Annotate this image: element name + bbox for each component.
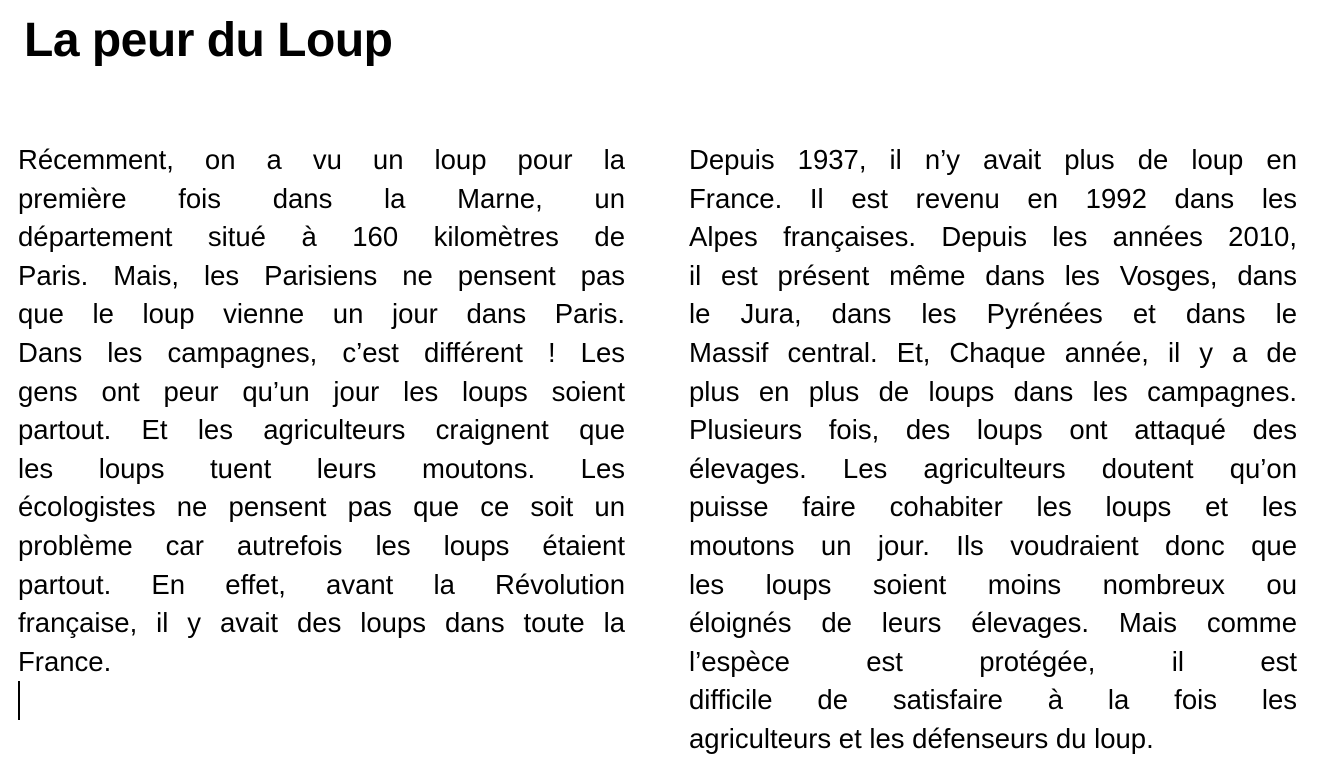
text-line: département situé à 160 kilomètres de	[18, 221, 625, 253]
document-title: La peur du Loup	[24, 14, 393, 67]
text-line: Alpes françaises. Depuis les années 2010,	[689, 221, 1297, 253]
text-cursor	[18, 681, 20, 720]
text-line: que le loup vienne un jour dans Paris.	[18, 298, 625, 330]
text-line: plus en plus de loups dans les campagnes.	[689, 375, 1297, 407]
text-line: il est présent même dans les Vosges, dans	[689, 259, 1297, 291]
text-line: puisse faire cohabiter les loups et les	[689, 491, 1297, 523]
right-text-column[interactable]	[689, 141, 1297, 759]
text-line: les loups tuent leurs moutons. Les	[18, 452, 625, 484]
text-line: Récemment, on a vu un loup pour la	[18, 144, 625, 175]
text-line: élevages. Les agriculteurs doutent qu’on	[689, 452, 1297, 484]
text-line: écologistes ne pensent pas que ce soit un	[18, 491, 625, 523]
text-line: Paris. Mais, les Parisiens ne pensent pas	[18, 259, 625, 291]
text-line: le Jura, dans les Pyrénées et dans le	[689, 298, 1297, 330]
text-line: partout. En effet, avant la Révolution	[18, 568, 625, 600]
text-line: France.	[18, 645, 112, 677]
text-line: gens ont peur qu’un jour les loups soient	[18, 375, 625, 407]
text-line: partout. Et les agriculteurs craignent que	[18, 414, 625, 446]
text-line: France. Il est revenu en 1992 dans les	[689, 182, 1297, 214]
text-line: les loups soient moins nombreux ou	[689, 568, 1297, 600]
text-line: Depuis 1937, il n’y avait plus de loup en	[689, 144, 1297, 175]
text-line: l’espèce est protégée, il est	[689, 645, 1297, 677]
text-line: problème car autrefois les loups étaient	[18, 529, 625, 561]
text-line: éloignés de leurs élevages. Mais comme	[689, 607, 1297, 639]
text-line: Dans les campagnes, c’est différent ! Les	[18, 336, 625, 368]
text-line: difficile de satisfaire à la fois les	[689, 684, 1297, 716]
text-line: première fois dans la Marne, un	[18, 182, 625, 214]
left-text-column[interactable]	[18, 141, 625, 681]
text-line: moutons un jour. Ils voudraient donc que	[689, 529, 1297, 561]
text-line: française, il y avait des loups dans toute la	[18, 607, 625, 639]
text-line: Massif central. Et, Chaque année, il y a de	[689, 336, 1297, 368]
text-line: agriculteurs et les défenseurs du loup.	[689, 722, 1154, 754]
text-line: Plusieurs fois, des loups ont attaqué des	[689, 414, 1297, 446]
